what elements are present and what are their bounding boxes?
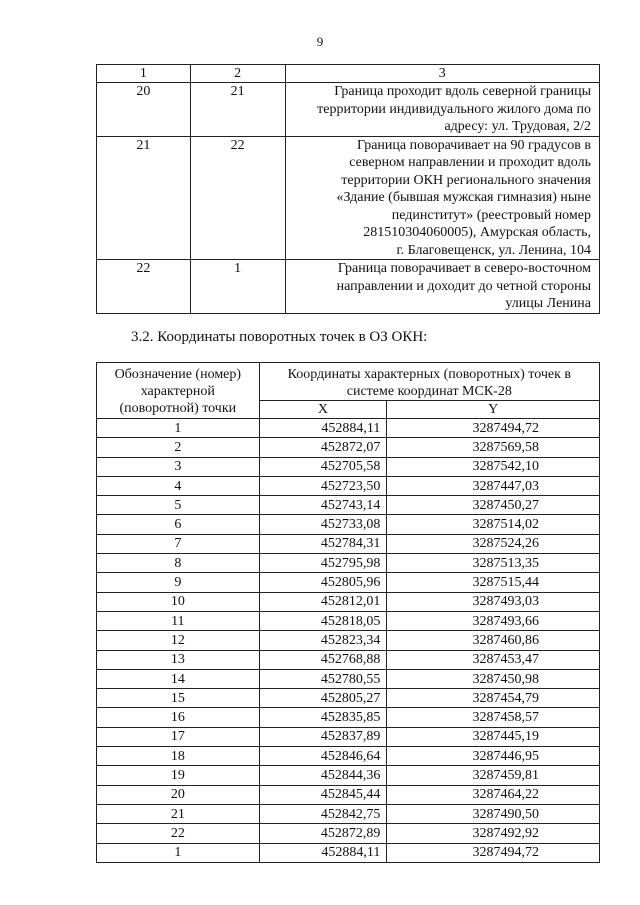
y-coordinate-cell: 3287494,72 (387, 419, 600, 438)
y-coordinate-cell: 3287447,03 (387, 476, 600, 495)
table-header-row (97, 65, 600, 83)
table-row (97, 573, 600, 592)
description-line: Граница проходит вдоль северной границы (334, 84, 591, 99)
point-number-cell: 5 (97, 496, 260, 515)
point-number-cell: 18 (97, 747, 260, 766)
x-coordinate-cell: 452705,58 (259, 457, 387, 476)
description-cell (285, 83, 599, 137)
table-row (97, 785, 600, 804)
table-row (97, 766, 600, 785)
header-line: Обозначение (номер) (114, 367, 242, 382)
point-number-cell: 20 (97, 785, 260, 804)
table-row (97, 419, 600, 438)
y-coordinate-cell: 3287459,81 (387, 766, 600, 785)
x-coordinate-cell: 452872,89 (259, 824, 387, 843)
point-number-cell: 13 (97, 650, 260, 669)
table-row (97, 592, 600, 611)
point-number-cell: 10 (97, 592, 260, 611)
table-row (97, 457, 600, 476)
point-number-cell: 4 (97, 476, 260, 495)
y-coordinate-cell: 3287513,35 (387, 554, 600, 573)
table-row (97, 83, 600, 137)
table-row (97, 496, 600, 515)
description-line: пединститут» (реестровый номер (391, 207, 591, 223)
y-coordinate-cell: 3287450,98 (387, 669, 600, 688)
table-row (97, 611, 600, 630)
x-coordinate-cell: 452846,64 (259, 747, 387, 766)
x-coordinate-cell: 452884,11 (259, 419, 387, 438)
table-row (97, 534, 600, 553)
description-line: территории ОКН регионального значения (341, 172, 591, 188)
from-point-cell: 21 (97, 136, 191, 260)
x-coordinate-cell: 452743,14 (259, 496, 387, 515)
y-coordinate-cell: 3287450,27 (387, 496, 600, 515)
column-header: 3 (285, 65, 599, 83)
table-row (97, 804, 600, 823)
y-coordinate-cell: 3287493,66 (387, 611, 600, 630)
description-line: направлении и доходит до четной стороны (336, 278, 591, 294)
y-coordinate-cell: 3287460,86 (387, 631, 600, 650)
from-point-cell: 20 (97, 83, 191, 137)
table-row (97, 824, 600, 843)
y-coordinate-cell: 3287494,72 (387, 843, 600, 862)
column-header: 2 (190, 65, 285, 83)
table-row (97, 438, 600, 457)
table-row (97, 669, 600, 688)
table-row (97, 727, 600, 746)
x-coordinate-cell: 452784,31 (259, 534, 387, 553)
x-coordinate-cell: 452837,89 (259, 727, 387, 746)
to-point-cell: 1 (190, 260, 285, 314)
coordinates-body (97, 419, 600, 863)
x-coordinate-cell: 452805,96 (259, 573, 387, 592)
x-coordinate-cell: 452884,11 (259, 843, 387, 862)
x-coordinate-cell: 452845,44 (259, 785, 387, 804)
y-coordinate-cell: 3287454,79 (387, 689, 600, 708)
table-row (97, 689, 600, 708)
point-number-cell: 6 (97, 515, 260, 534)
y-coordinate-cell: 3287453,47 (387, 650, 600, 669)
page-number: 9 (316, 34, 324, 49)
x-coordinate-cell: 452780,55 (259, 669, 387, 688)
y-coordinate-cell: 3287524,26 (387, 534, 600, 553)
x-coordinate-cell: 452872,07 (259, 438, 387, 457)
table-row (97, 260, 600, 314)
y-column-header: Y (387, 401, 600, 419)
table-row (97, 650, 600, 669)
description-line: улицы Ленина (505, 296, 591, 311)
point-number-cell: 14 (97, 669, 260, 688)
y-coordinate-cell: 3287514,02 (387, 515, 600, 534)
x-coordinate-cell: 452835,85 (259, 708, 387, 727)
point-number-cell: 21 (97, 804, 260, 823)
x-coordinate-cell: 452795,98 (259, 554, 387, 573)
coordinates-header (259, 363, 599, 401)
description-line: 281510304060005), Амурская область, (363, 225, 591, 240)
point-number-cell: 22 (97, 824, 260, 843)
point-number-cell: 1 (97, 419, 260, 438)
section-heading: 3.2. Координаты поворотных точек в ОЗ ОКН: (131, 329, 428, 345)
point-number-cell: 9 (97, 573, 260, 592)
description-line: г. Благовещенск, ул. Ленина, 104 (396, 242, 591, 258)
x-coordinate-cell: 452842,75 (259, 804, 387, 823)
description-cell (285, 136, 599, 260)
x-coordinate-cell: 452768,88 (259, 650, 387, 669)
x-coordinate-cell: 452823,34 (259, 631, 387, 650)
point-number-cell: 8 (97, 554, 260, 573)
x-coordinate-cell: 452723,50 (259, 476, 387, 495)
header-line: (поворотной) точки (119, 401, 237, 416)
description-line: северном направлении и проходит вдоль (349, 155, 591, 170)
to-point-cell: 21 (190, 83, 285, 137)
y-coordinate-cell: 3287569,58 (387, 438, 600, 457)
point-number-cell: 16 (97, 708, 260, 727)
table-row (97, 843, 600, 862)
point-number-cell: 3 (97, 457, 260, 476)
description-line: «Здание (бывшая мужская гимназия) ныне (336, 190, 591, 205)
y-coordinate-cell: 3287490,50 (387, 804, 600, 823)
to-point-cell: 22 (190, 136, 285, 260)
table-row (97, 554, 600, 573)
x-coordinate-cell: 452812,01 (259, 592, 387, 611)
description-line: Граница поворачивает в северо-восточном (337, 261, 591, 276)
y-coordinate-cell: 3287458,57 (387, 708, 600, 727)
table-row (97, 515, 600, 534)
boundary-description-table (96, 64, 600, 314)
point-number-cell: 17 (97, 727, 260, 746)
y-coordinate-cell: 3287515,44 (387, 573, 600, 592)
x-coordinate-cell: 452733,08 (259, 515, 387, 534)
column-header: 1 (97, 65, 191, 83)
y-coordinate-cell: 3287542,10 (387, 457, 600, 476)
coordinates-table (96, 362, 600, 863)
description-line: адресу: ул. Трудовая, 2/2 (444, 119, 591, 134)
description-cell (285, 260, 599, 314)
header-line: Координаты характерных (поворотных) точек в (287, 367, 572, 382)
x-column-header: X (259, 401, 387, 419)
table-row (97, 476, 600, 495)
point-number-cell: 12 (97, 631, 260, 650)
table-row (97, 631, 600, 650)
table-row (97, 708, 600, 727)
point-number-cell: 7 (97, 534, 260, 553)
y-coordinate-cell: 3287464,22 (387, 785, 600, 804)
point-number-cell: 19 (97, 766, 260, 785)
point-number-header (97, 363, 260, 419)
point-number-cell: 15 (97, 689, 260, 708)
table-row (97, 136, 600, 260)
point-number-cell: 2 (97, 438, 260, 457)
header-line: характерной (140, 384, 215, 399)
point-number-cell: 11 (97, 611, 260, 630)
description-line: территории индивидуального жилого дома по (317, 101, 591, 117)
y-coordinate-cell: 3287493,03 (387, 592, 600, 611)
description-line: Граница поворачивает на 90 градусов в (356, 137, 591, 153)
y-coordinate-cell: 3287492,92 (387, 824, 600, 843)
table-row (97, 747, 600, 766)
from-point-cell: 22 (97, 260, 191, 314)
x-coordinate-cell: 452805,27 (259, 689, 387, 708)
y-coordinate-cell: 3287446,95 (387, 747, 600, 766)
x-coordinate-cell: 452818,05 (259, 611, 387, 630)
x-coordinate-cell: 452844,36 (259, 766, 387, 785)
point-number-cell: 1 (97, 843, 260, 862)
table-header-row (97, 363, 600, 401)
header-line: системе координат МСК-28 (346, 384, 512, 399)
y-coordinate-cell: 3287445,19 (387, 727, 600, 746)
